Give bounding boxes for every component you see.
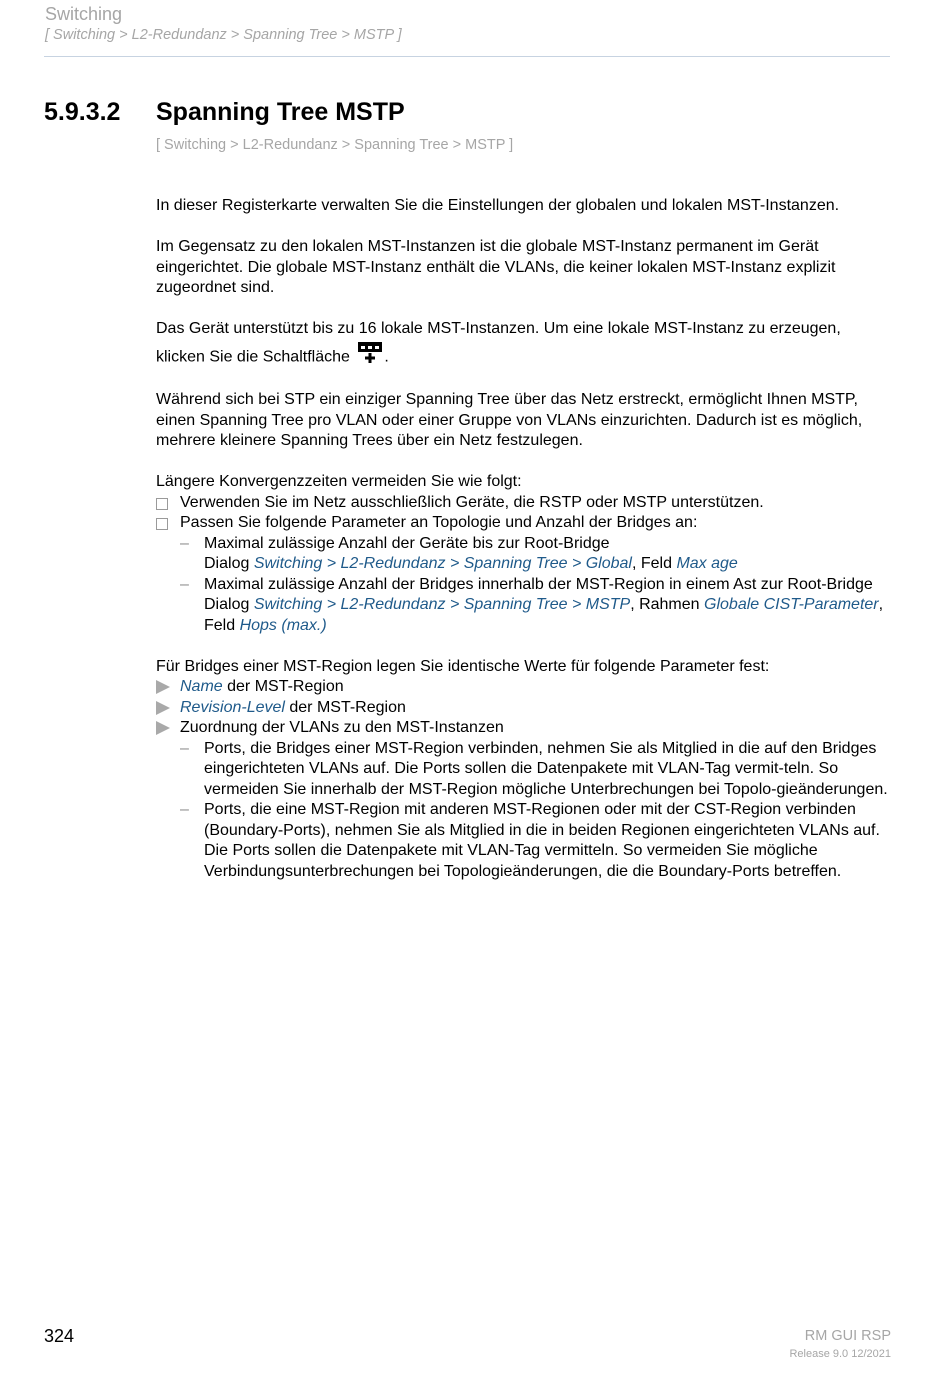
arrow-item <box>156 698 892 719</box>
dash-item <box>156 534 892 575</box>
dialog-label: Dialog <box>204 596 250 613</box>
global-instance-paragraph: Im Gegensatz zu den lokalen MST-Instanzen ist die globale MST-Instanz permanent im Gerät eingerichtet. Die globale MST-Instanz enthält die VLANs, die keiner lokalen MST-Instanz explizit zugeordnet sind. <box>156 238 836 296</box>
field-name-link[interactable]: Hops (max.) <box>239 616 327 634</box>
add-instance-icon <box>356 340 384 375</box>
dash-item <box>156 800 892 882</box>
name-param-link[interactable]: Name <box>180 678 223 695</box>
body-content <box>156 196 892 882</box>
header-divider <box>44 56 890 57</box>
section-breadcrumb: [ Switching > L2-Redundanz > Spanning Tree > MSTP ] <box>156 137 514 153</box>
running-header-path: [ Switching > L2-Redundanz > Spanning Tree > MSTP ] <box>45 27 402 43</box>
dash-item-text: Ports, die eine MST-Region mit anderen MST-Regionen oder mit der CST-Region verbinden (Boundary-Ports), nehmen Sie als Mitglied in die in beiden Regionen eingerichteten VLANs auf. Die Ports sollen die Datenpakete mit VLAN-Tag vermitteln. So vermeiden Sie mögliche Verbindungsunterbrechungen bei Topologieänderungen, die die Boundary-Ports betreffen. <box>204 801 880 880</box>
dash-item-text: Ports, die Bridges einer MST-Region verbinden, nehmen Sie als Mitglied in die auf den Bridges eingerichteten VLANs auf. Die Ports sollen die Datenpakete mit VLAN-Tag vermit-teln. So vermeiden Sie innerhalb der MST-Region mögliche Unterbrechungen bei Topolo-gieänderungen. <box>204 739 888 798</box>
section-title: Spanning Tree MSTP <box>156 98 405 126</box>
field-label: , Feld <box>631 555 672 572</box>
dialog-path-link[interactable]: Switching > L2-Redundanz > Spanning Tree > MSTP <box>253 596 631 613</box>
dash-bullet-icon: – <box>180 739 189 757</box>
document-release: Release 9.0 12/2021 <box>789 1348 891 1360</box>
frame-name-link[interactable]: Globale CIST-Parameter <box>704 596 879 613</box>
comma: , <box>878 596 884 613</box>
local-instance-paragraph: Das Gerät unterstützt bis zu 16 lokale MST-Instanzen. Um eine lokale MST-Instanz zu erzeugen, <box>156 320 841 337</box>
checklist-item-text: Passen Sie folgende Parameter an Topologie und Anzahl der Bridges an: <box>180 514 698 531</box>
convergence-intro: Längere Konvergenzzeiten vermeiden Sie wie folgt: <box>156 473 522 490</box>
dash-item-text: Maximal zulässige Anzahl der Bridges innerhalb der MST-Region in einem Ast zur Root-Bridge <box>204 575 873 593</box>
document-name: RM GUI RSP <box>804 1328 891 1344</box>
page-number: 324 <box>44 1326 75 1346</box>
running-header-title: Switching <box>45 4 123 24</box>
frame-label: , Rahmen <box>630 596 700 613</box>
arrow-item-text: der MST-Region <box>284 698 406 716</box>
section-number: 5.9.3.2 <box>44 98 121 126</box>
field-name-link[interactable]: Max age <box>676 555 738 572</box>
intro-paragraph: In dieser Registerkarte verwalten Sie die Einstellungen der globalen und lokalen MST-Instanzen. <box>156 197 840 214</box>
arrow-item <box>156 718 892 739</box>
add-instance-period: . <box>384 348 389 366</box>
field-label: Feld <box>204 616 236 634</box>
add-instance-text: klicken Sie die Schaltfläche <box>156 348 350 366</box>
arrow-item <box>156 677 892 698</box>
add-instance-instruction <box>156 340 892 370</box>
dash-bullet-icon: – <box>180 575 189 593</box>
checklist-item <box>156 493 892 514</box>
checklist-item-text: Verwenden Sie im Netz ausschließlich Geräte, die RSTP oder MSTP unterstützen. <box>180 493 764 511</box>
checklist-item <box>156 513 892 534</box>
arrow-item-text: Zuordnung der VLANs zu den MST-Instanzen <box>180 719 504 736</box>
region-parameters-intro: Für Bridges einer MST-Region legen Sie identische Werte für folgende Parameter fest: <box>156 657 770 675</box>
dialog-label: Dialog <box>204 555 250 572</box>
dash-item <box>156 575 892 637</box>
dash-item <box>156 739 892 801</box>
dash-bullet-icon: – <box>180 801 189 818</box>
dash-bullet-icon: – <box>180 534 189 552</box>
dash-item-text: Maximal zulässige Anzahl der Geräte bis zur Root-Bridge <box>204 534 610 552</box>
arrow-item-text: der MST-Region <box>222 678 344 695</box>
mstp-description-paragraph: Während sich bei STP ein einziger Spanning Tree über das Netz erstreckt, ermöglicht Ihnen MSTP, einen Spanning Tree pro VLAN oder einer Gruppe von VLANs einzurichten. Dadurch ist es möglich, mehrere kleinere Spanning Trees über ein Netz festzulegen. <box>156 391 863 449</box>
dialog-path-link[interactable]: Switching > L2-Redundanz > Spanning Tree > Global <box>253 555 632 572</box>
revision-level-link[interactable]: Revision-Level <box>180 698 285 716</box>
